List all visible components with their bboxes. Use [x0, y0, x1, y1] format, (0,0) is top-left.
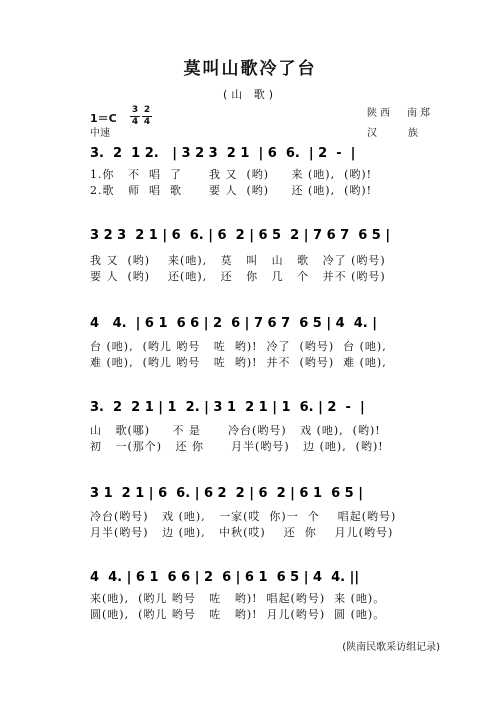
origin-province: 陕西 [367, 108, 393, 119]
notation-text: 3 2 3 2 1 | 6 6. | 6 2 | 6 5 2 | 7 6 7 6 5 | [90, 228, 391, 243]
notation-marks [90, 566, 435, 590]
notation-marks [90, 482, 435, 506]
lyric-verse-2: 圆(吔), (哟儿 哟号 咗 哟)! 月儿(哟号) 圆 (吔)。 [90, 608, 386, 621]
notation-marks [90, 312, 435, 336]
meter-a-bottom: 4 [131, 117, 139, 127]
notation-text: 3 1 2 1 | 6 6. | 6 2 2 | 6 2 | 6 1 6 5 | [90, 486, 363, 501]
notation-marks [90, 396, 435, 420]
notation-line [90, 312, 435, 334]
time-signatures [130, 106, 156, 128]
meter-three-four [130, 106, 140, 127]
notation-line [90, 566, 435, 588]
notation-marks [90, 142, 435, 166]
origin-region [367, 104, 433, 119]
origin-county: 南郑 [407, 108, 433, 119]
lyric-verse-1: 1.你 不 唱 了 我 又 (哟) 来 (吔), (哟)! [90, 168, 373, 181]
song-title: 莫叫山歌冷了台 [183, 59, 317, 79]
lyric-verse-1: 我 又 (哟) 来(吔), 莫 叫 山 歌 冷了 (哟号) [90, 254, 386, 267]
notation-line [90, 142, 435, 164]
notation-text: 3. 2 2 1 | 1 2. | 3 1 2 1 | 1 6. | 2 - | [90, 400, 365, 415]
notation-text: 4 4. | 6 1 6 6 | 2 6 | 7 6 7 6 5 | 4 4. | [90, 316, 377, 331]
meter-two-four [142, 106, 152, 127]
meter-b-top: 2 [143, 105, 151, 115]
notation-text: 3. 2 1 2. | 3 2 3 2 1 | 6 6. | 2 - | [90, 146, 356, 161]
meter-b-bottom: 4 [143, 117, 151, 127]
lyric-verse-1: 台 (吔), (哟儿 哟号 咗 哟)! 冷了 (哟号) 台 (吔), [90, 340, 387, 353]
lyric-verse-1: 冷台(哟号) 戏 (吔), 一家(哎 你)一 个 唱起(哟号) [90, 510, 397, 523]
lyric-verse-2: 要 人 (哟) 还(吔), 还 你 几 个 并不 (哟号) [90, 270, 386, 283]
lyric-verse-2: 难 (吔), (哟儿 哟号 咗 哟)! 并不 (哟号) 难 (吔), [90, 356, 387, 369]
lyric-verse-2: 初 一(那个) 还 你 月半(哟号) 边 (吔), (哟)! [90, 440, 384, 453]
notation-text: 4 4. | 6 1 6 6 | 2 6 | 6 1 6 5 | 4 4. || [90, 570, 360, 585]
origin-ethnicity [367, 124, 421, 139]
notation-line [90, 396, 435, 418]
key-signature: 1＝C [90, 112, 117, 125]
lyric-verse-2: 2.歌 师 唱 歌 要 人 (哟) 还 (吔), (哟)! [90, 184, 373, 197]
ethnicity-part-a: 汉 [367, 128, 380, 139]
lyric-verse-1: 山 歌(哪) 不 是 冷台(哟号) 戏 (吔), (哟)! [90, 424, 381, 437]
lyric-verse-2: 月半(哟号) 边 (吔), 中秋(哎) 还 你 月儿(哟号) [90, 526, 394, 539]
notation-line [90, 482, 435, 504]
lyric-verse-1: 来(吔), (哟儿 哟号 咗 哟)! 唱起(哟号) 来 (吔)。 [90, 592, 386, 605]
song-genre: (山 歌) [222, 88, 278, 101]
ethnicity-part-b: 族 [408, 128, 421, 139]
meter-a-top: 3 [131, 105, 139, 115]
source-credit: (陕南民歌采访组记录) [342, 642, 440, 653]
notation-marks [90, 224, 435, 248]
tempo-marking: 中速 [90, 128, 110, 139]
notation-line [90, 224, 435, 246]
